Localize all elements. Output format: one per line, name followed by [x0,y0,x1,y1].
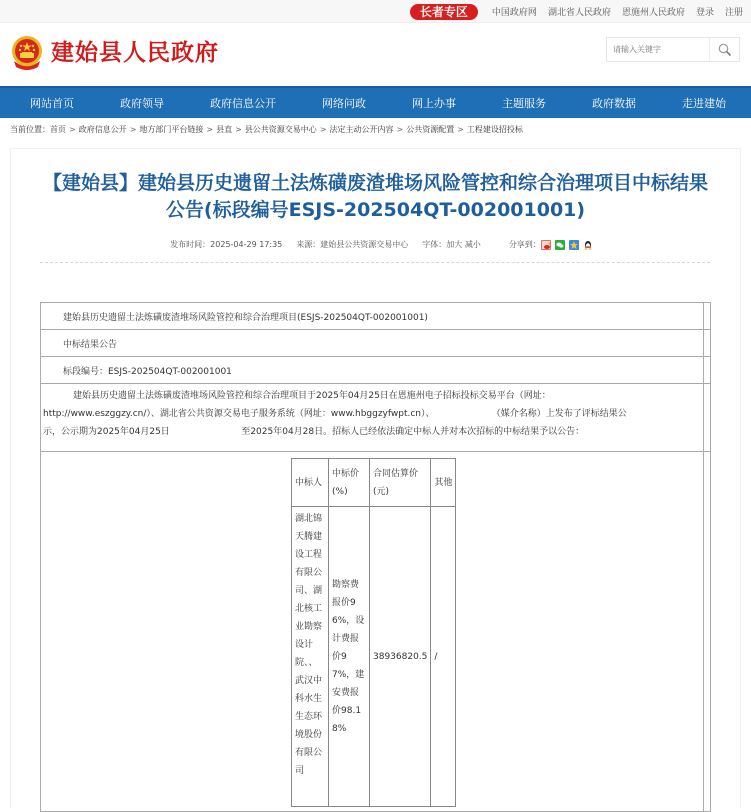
site-header [0,23,751,86]
font-size-controls [422,239,481,250]
nav-online-inquiry[interactable]: 网络问政 [322,97,366,110]
breadcrumb [0,118,751,142]
nav-theme-services[interactable]: 主题服务 [502,97,546,110]
wechat-share-icon[interactable] [555,240,565,250]
main-nav [0,86,751,118]
font-smaller-button[interactable]: 减小 [464,240,481,249]
paragraph-line: http://www.eszggzy.cn/）、湖北省公共资源交易电子服务系统（网址：www.hbggzyfwpt.cn）、 （媒介名称）上发布了评标结果公 [43,409,627,419]
table-row [292,507,456,807]
announcement-table [40,302,711,812]
login-link[interactable]: 登录 [695,8,714,18]
nav-gov-data[interactable]: 政府数据 [592,97,636,110]
contract-estimate-cell: 38936820.5 [370,507,431,807]
empty-cell [704,452,711,812]
breadcrumb-construction-bidding[interactable]: 工程建设招投标 [466,125,523,134]
search-button[interactable] [709,38,739,61]
font-label: 字体： [422,240,447,249]
breadcrumb-local-dept[interactable]: 地方部门平台链接 [139,125,204,134]
share-label: 分享到： [508,240,541,249]
empty-cell [704,357,711,384]
announcement-type-cell: 中标结果公告 [41,330,704,357]
qq-share-icon[interactable] [583,240,593,250]
announcement-paragraph [41,384,704,452]
font-larger-button[interactable]: 加大 [446,240,463,249]
top-utility-bar [0,0,751,23]
breadcrumb-info-disclosure[interactable]: 政府信息公开 [78,125,127,134]
paragraph-line: 示，公示期为2025年04月25日 至2025年04月28日。招标人已经依法确定中标人并对本次招标的中标结果予以公告： [43,427,585,437]
breadcrumb-separator: > [206,125,214,134]
search-box [606,37,740,62]
breadcrumb-separator: > [396,125,404,134]
other-cell: / [431,507,456,807]
breadcrumb-home[interactable]: 首页 [50,125,66,134]
section-number-cell: 标段编号：ESJS-202504QT-002001001 [41,357,704,384]
elder-zone-button[interactable]: 长者专区 [410,4,478,20]
search-icon [718,43,732,57]
empty-cell [704,330,711,357]
link-hubei-gov[interactable]: 湖北省人民政府 [547,8,611,18]
link-china-gov[interactable]: 中国政府网 [491,8,537,18]
register-link[interactable]: 注册 [724,8,743,18]
top-links [410,0,743,23]
breadcrumb-separator: > [235,125,242,134]
header-other: 其他 [431,459,456,507]
link-enshi-gov[interactable]: 恩施州人民政府 [621,8,685,18]
weibo-share-icon[interactable] [541,240,551,250]
breadcrumb-statutory[interactable]: 法定主动公开内容 [329,125,394,134]
breadcrumb-separator: > [319,125,327,134]
site-title[interactable]: 建始县人民政府 [51,40,219,66]
bid-result-table [291,458,456,807]
breadcrumb-trading-center[interactable]: 县公共资源交易中心 [244,125,317,134]
bid-price-cell: 勘察费报价96%，设计费报价97%，建安费报价98.18% [329,507,370,807]
breadcrumb-resource-allocation[interactable]: 公共资源配置 [406,125,455,134]
nav-online-services[interactable]: 网上办事 [412,97,456,110]
publish-time: 发布时间：2025-04-29 17:35 [170,240,283,249]
qzone-share-icon[interactable] [569,240,579,250]
header-winner: 中标人 [292,459,329,507]
breadcrumb-separator: > [69,125,76,134]
article-source: 来源：建始县公共资源交易中心 [296,240,409,249]
nav-info-disclosure[interactable]: 政府信息公开 [210,97,276,110]
breadcrumb-label: 当前位置： [10,125,50,134]
empty-cell [704,384,711,452]
paragraph-line: 建始县历史遗留土法炼磺废渣堆场风险管控和综合治理项目于2025年04月25日在恩施州电子招标投标交易平台（网址： [73,391,551,401]
search-input[interactable] [607,38,709,61]
breadcrumb-county[interactable]: 县直 [216,125,233,134]
header-bid-price: 中标价(%) [329,459,370,507]
national-emblem-icon [10,35,44,71]
project-name-cell: 建始县历史遗留土法炼磺废渣堆场风险管控和综合治理项目(ESJS-202504QT-002001001) [41,303,704,330]
winner-cell: 湖北锦天腾建设工程有限公司、湖北核工业勘察设计院、、武汉中科水生生态环境股份有限公司 [292,507,329,807]
nav-gov-leaders[interactable]: 政府领导 [120,97,164,110]
breadcrumb-separator: > [457,125,464,134]
breadcrumb-separator: > [129,125,137,134]
meta-divider [40,262,710,263]
empty-cell [704,303,711,330]
article-meta [0,239,751,250]
nav-about-jianshi[interactable]: 走进建始 [682,97,726,110]
result-table-cell [41,452,704,812]
header-contract-estimate: 合同估算价(元) [370,459,431,507]
nav-home[interactable]: 网站首页 [30,97,74,110]
article-title: 【建始县】建始县历史遗留土法炼磺废渣堆场风险管控和综合治理项目中标结果公告(标段编号ESJS-202504QT-002001001) [42,172,708,221]
